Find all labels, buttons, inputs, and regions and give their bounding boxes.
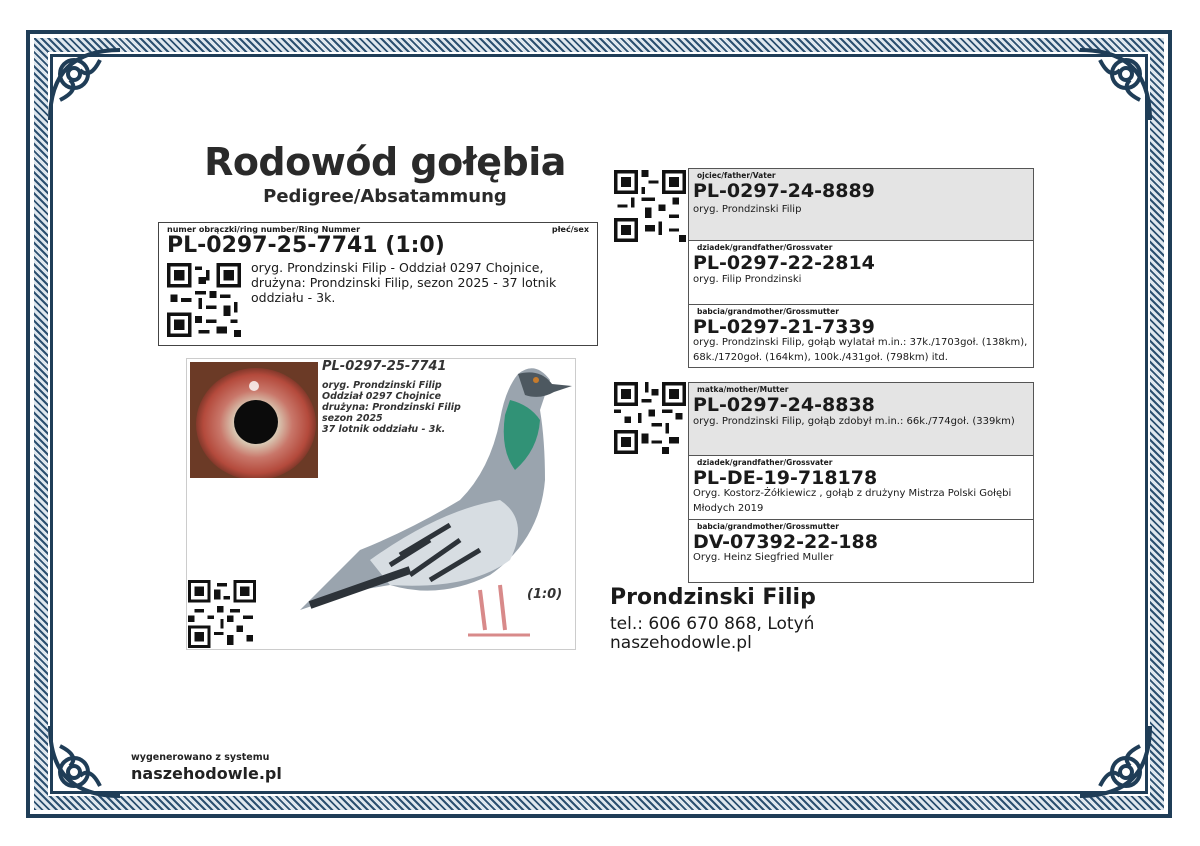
mother-ring-number: PL-0297-24-8838 — [693, 394, 875, 416]
paternal-grandfather-box — [688, 240, 1034, 305]
main-description: oryg. Prondzinski Filip - Oddział 0297 Chojnice, drużyna: Prondzinski Filip, sezon 2025 - 37 lotnik oddziału - 3k. — [251, 260, 557, 305]
document-subtitle: Pedigree/Absatammung — [263, 186, 507, 207]
qr-code-icon — [188, 580, 256, 648]
qr-code-icon — [167, 263, 241, 337]
photo-line: sezon 2025 — [322, 413, 383, 424]
pigeon-image — [300, 360, 572, 648]
maternal-grandmother-description: Oryg. Heinz Siegfried Muller — [693, 552, 834, 563]
photo-line: oryg. Prondzinski Filip — [322, 380, 442, 391]
corner-ornament-icon — [1068, 714, 1160, 806]
photo-ring-number: PL-0297-25-7741 — [322, 359, 447, 374]
father-label: ojciec/father/Vater — [697, 171, 776, 180]
paternal-grandmother-description: oryg. Prondzinski Filip, gołąb wylatał m.in.: 37k./1703goł. (138km), 68k./1720goł. (164km), 100k./431goł. (798km) itd. — [693, 337, 1028, 363]
owner-name: Prondzinski Filip — [610, 585, 816, 610]
main-ring-number: PL-0297-25-7741 (1:0) — [167, 233, 445, 258]
photo-line: drużyna: Prondzinski Filip — [322, 402, 461, 413]
photo-line: 37 lotnik oddziału - 3k. — [322, 424, 446, 435]
father-ring-number: PL-0297-24-8889 — [693, 180, 875, 202]
paternal-grandmother-ring: PL-0297-21-7339 — [693, 316, 875, 338]
photo-sex: (1:0) — [527, 587, 563, 602]
corner-ornament-icon — [40, 40, 132, 132]
owner-website[interactable]: naszehodowle.pl — [610, 633, 752, 653]
paternal-grandfather-label: dziadek/grandfather/Grossvater — [697, 243, 833, 252]
corner-ornament-icon — [1068, 40, 1160, 132]
document-title: Rodowód gołębia — [204, 140, 566, 184]
mother-description: oryg. Prondzinski Filip, gołąb zdobył m.in.: 66k./774goł. (339km) — [693, 416, 1015, 427]
sex-label: płeć/sex — [551, 225, 589, 234]
father-box — [688, 168, 1034, 241]
mother-label: matka/mother/Mutter — [697, 385, 789, 394]
owner-phone: tel.: 606 670 868, Lotyń — [610, 614, 815, 634]
maternal-grandmother-label: babcia/grandmother/Grossmutter — [697, 522, 839, 531]
paternal-grandfather-ring: PL-0297-22-2814 — [693, 252, 875, 274]
generated-by-brand[interactable]: naszehodowle.pl — [131, 764, 282, 783]
paternal-grandfather-description: oryg. Filip Prondzinski — [693, 274, 802, 285]
corner-ornament-icon — [40, 714, 132, 806]
ring-number-label: numer obrączki/ring number/Ring Nummer — [167, 225, 361, 234]
maternal-grandfather-box — [688, 455, 1034, 520]
maternal-grandmother-box — [688, 519, 1034, 583]
pigeon-eye-image — [190, 362, 318, 478]
maternal-grandmother-ring: DV-07392-22-188 — [693, 531, 878, 553]
main-ring-box — [158, 222, 598, 346]
maternal-grandfather-description: Oryg. Kostorz-Żółkiewicz , gołąb z drużyny Mistrza Polski Gołębi Młodych 2019 — [693, 488, 1012, 514]
generated-by-label: wygenerowano z systemu — [131, 752, 270, 763]
photo-line: Oddział 0297 Chojnice — [322, 391, 442, 402]
qr-code-icon — [614, 382, 686, 454]
maternal-grandfather-label: dziadek/grandfather/Grossvater — [697, 458, 833, 467]
mother-box — [688, 382, 1034, 456]
paternal-grandmother-label: babcia/grandmother/Grossmutter — [697, 307, 839, 316]
qr-code-icon — [614, 170, 686, 242]
paternal-grandmother-box — [688, 304, 1034, 368]
maternal-grandfather-ring: PL-DE-19-718178 — [693, 467, 878, 489]
father-description: oryg. Prondzinski Filip — [693, 204, 802, 215]
